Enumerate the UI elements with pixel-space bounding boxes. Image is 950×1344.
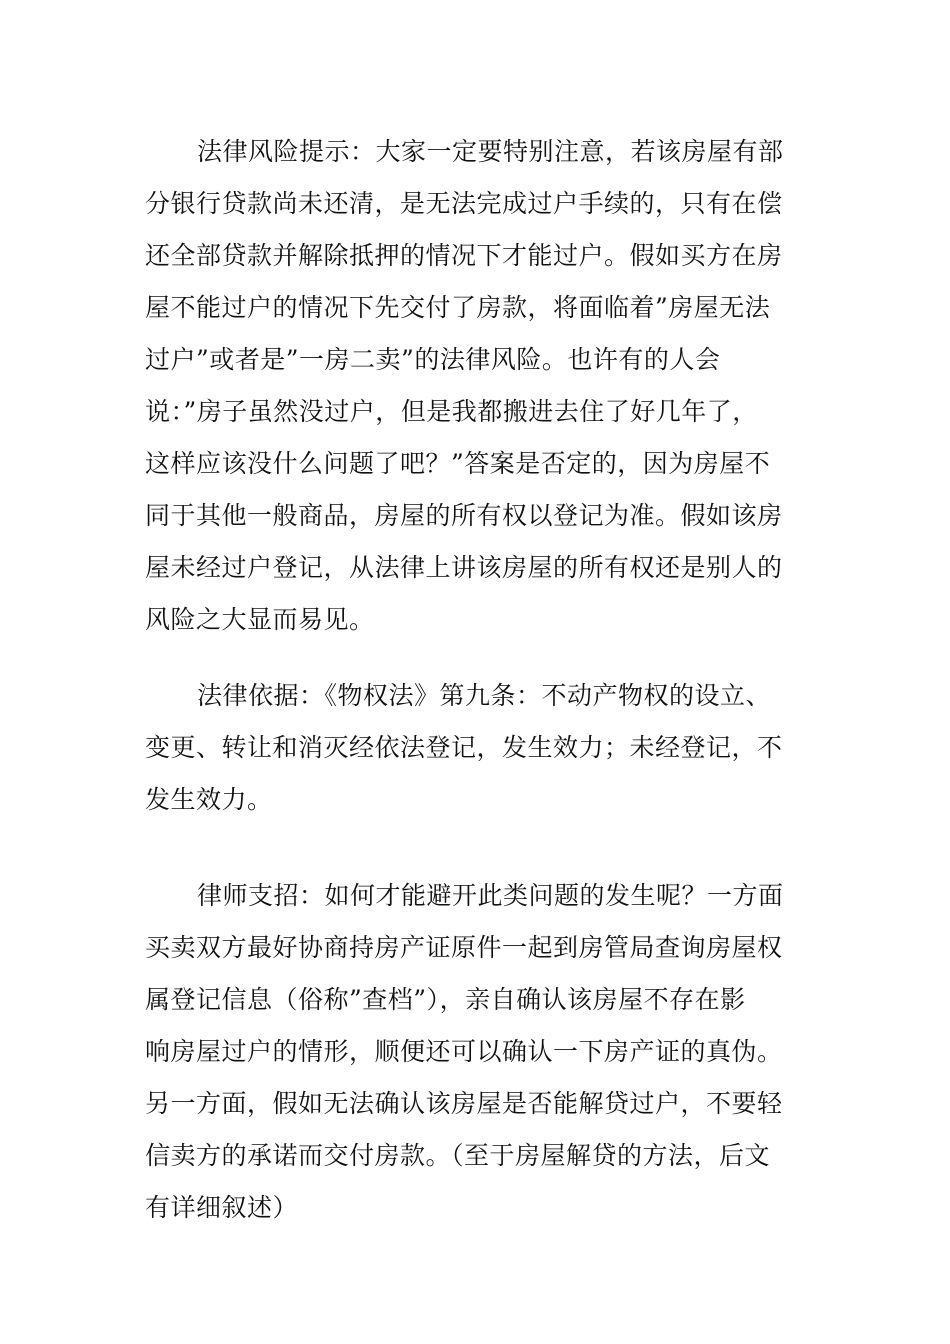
paragraph-lawyer-advice	[145, 870, 810, 1234]
text-line: 风险之大显而易见。	[145, 605, 375, 634]
text-line: 响房屋过户的情形，顺便还可以确认一下房产证的真伪。	[145, 1037, 783, 1066]
text-line: 屋未经过户登记，从法律上讲该房屋的所有权还是别人的	[145, 553, 783, 582]
text-line: 信卖方的承诺而交付房款。（至于房屋解贷的方法，后文	[145, 1141, 771, 1170]
text-line: 说：”房子虽然没过户，但是我都搬进去住了好几年了，	[145, 397, 758, 426]
text-line: 有详细叙述）	[145, 1193, 299, 1222]
text-line: 属登记信息（俗称”查档”），亲自确认该房屋不存在影	[145, 985, 746, 1014]
paragraph-legal-basis	[145, 670, 810, 826]
text-line: 律师支招：如何才能避开此类问题的发生呢？一方面	[197, 881, 784, 910]
text-line: 法律风险提示：大家一定要特别注意，若该房屋有部	[197, 137, 784, 166]
text-line: 还全部贷款并解除抵押的情况下才能过户。假如买方在房	[145, 241, 783, 270]
text-line: 买卖双方最好协商持房产证原件一起到房管局查询房屋权	[145, 933, 783, 962]
text-line: 这样应该没什么问题了吧？”答案是否定的，因为房屋不	[145, 449, 771, 478]
text-line: 发生效力。	[145, 785, 273, 814]
text-line: 另一方面，假如无法确认该房屋是否能解贷过户，不要轻	[145, 1089, 783, 1118]
text-line: 同于其他一般商品，房屋的所有权以登记为准。假如该房	[145, 501, 783, 530]
paragraph-legal-risk	[145, 126, 810, 646]
text-line: 屋不能过户的情况下先交付了房款，将面临着”房屋无法	[145, 293, 771, 322]
text-line: 分银行贷款尚未还清，是无法完成过户手续的，只有在偿	[145, 189, 783, 218]
text-line: 变更、转让和消灭经依法登记，发生效力；未经登记，不	[145, 733, 783, 762]
text-line: 过户”或者是”一房二卖”的法律风险。也许有的人会	[145, 345, 721, 374]
text-line: 法律依据：《物权法》第九条：不动产物权的设立、	[197, 681, 772, 710]
